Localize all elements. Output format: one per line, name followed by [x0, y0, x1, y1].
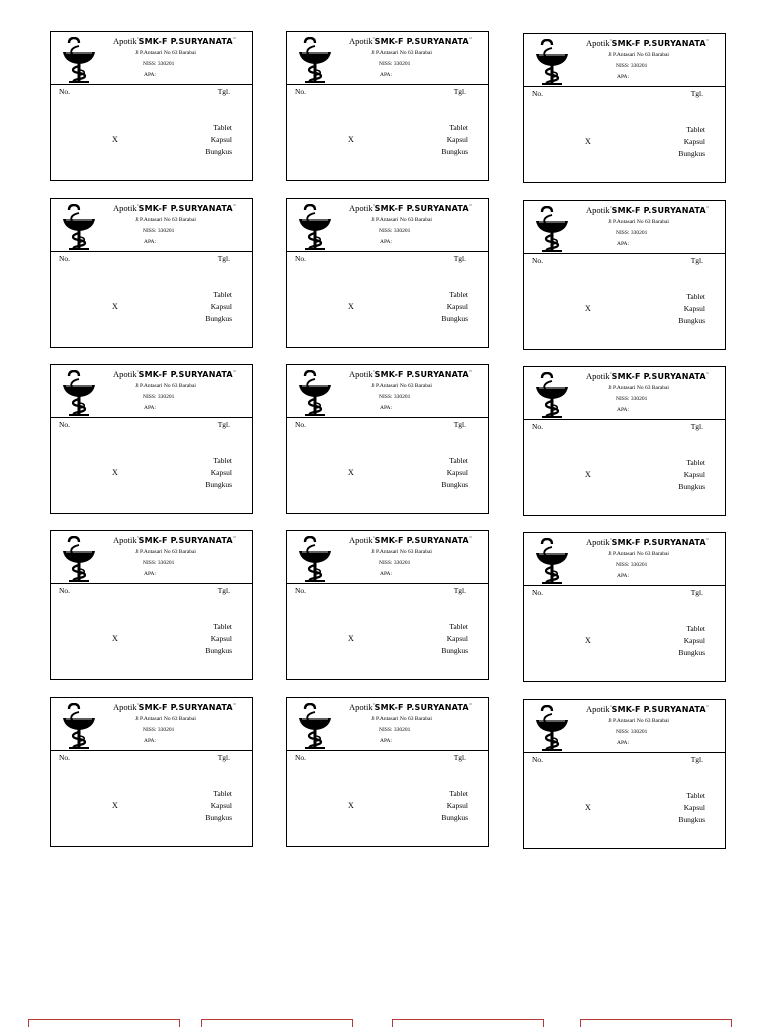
- pharmacy-address: Jl P.Antasari No 63 Barabai: [371, 549, 432, 555]
- quote-mark-left: ": [136, 704, 139, 709]
- quote-mark-left: ": [136, 205, 139, 210]
- quote-mark-left: ": [609, 207, 612, 212]
- pharmacy-niss: NISS: 330201: [143, 394, 175, 400]
- quote-mark-left: ": [609, 40, 612, 45]
- header-divider: [51, 583, 252, 584]
- date-field-label: Tgl.: [690, 755, 703, 764]
- header-divider: [51, 417, 252, 418]
- quote-mark-right: '": [232, 38, 236, 43]
- bowl-of-hygieia-icon: [534, 538, 570, 584]
- form-option-tablet: Tablet: [449, 622, 468, 631]
- prescription-label: [50, 31, 253, 181]
- quote-mark-right: '": [705, 373, 709, 378]
- pharmacy-niss: NISS: 330201: [143, 61, 175, 67]
- header-divider: [287, 750, 488, 751]
- bowl-of-hygieia-icon: [297, 703, 333, 749]
- pharmacy-address: Jl P.Antasari No 63 Barabai: [371, 383, 432, 389]
- no-field-label: No.: [295, 586, 307, 595]
- form-option-kapsul: Kapsul: [683, 137, 705, 146]
- form-option-tablet: Tablet: [213, 456, 232, 465]
- pharmacy-niss: NISS: 330201: [616, 729, 648, 735]
- pharmacy-brand: SMK-F P.SURYANATA: [374, 204, 469, 213]
- form-option-bungkus: Bungkus: [678, 316, 705, 325]
- header-divider: [524, 86, 725, 87]
- pharmacy-address: Jl P.Antasari No 63 Barabai: [608, 718, 669, 724]
- pharmacy-apa: APA:: [617, 573, 630, 579]
- pharmacy-prefix: Apotik: [349, 36, 373, 46]
- form-option-bungkus: Bungkus: [205, 314, 232, 323]
- form-option-tablet: Tablet: [686, 458, 705, 467]
- form-option-tablet: Tablet: [449, 290, 468, 299]
- date-field-label: Tgl.: [217, 753, 230, 762]
- date-field-label: Tgl.: [217, 87, 230, 96]
- form-option-bungkus: Bungkus: [678, 815, 705, 824]
- no-field-label: No.: [532, 588, 544, 597]
- quote-mark-left: ": [136, 371, 139, 376]
- form-option-bungkus: Bungkus: [441, 480, 468, 489]
- quote-mark-right: '": [232, 537, 236, 542]
- pharmacy-niss: NISS: 330201: [143, 228, 175, 234]
- form-option-kapsul: Kapsul: [446, 302, 468, 311]
- no-field-label: No.: [59, 586, 71, 595]
- quote-mark-left: ": [136, 38, 139, 43]
- pharmacy-address: Jl P.Antasari No 63 Barabai: [135, 217, 196, 223]
- pharmacy-address: Jl P.Antasari No 63 Barabai: [608, 385, 669, 391]
- quote-mark-left: ": [372, 205, 375, 210]
- prescription-label: [523, 699, 726, 849]
- bowl-of-hygieia-icon: [534, 39, 570, 85]
- quote-mark-right: '": [232, 205, 236, 210]
- no-field-label: No.: [532, 422, 544, 431]
- form-option-tablet: Tablet: [213, 290, 232, 299]
- form-option-kapsul: Kapsul: [683, 470, 705, 479]
- pharmacy-niss: NISS: 330201: [143, 560, 175, 566]
- pharmacy-prefix: Apotik: [349, 535, 373, 545]
- quantity-x-label: X: [112, 135, 118, 144]
- bottom-box: [580, 1019, 732, 1027]
- pharmacy-brand: SMK-F P.SURYANATA: [138, 703, 233, 712]
- no-field-label: No.: [59, 254, 71, 263]
- bowl-of-hygieia-icon: [61, 703, 97, 749]
- header-divider: [287, 251, 488, 252]
- no-field-label: No.: [59, 87, 71, 96]
- pharmacy-address: Jl P.Antasari No 63 Barabai: [371, 217, 432, 223]
- pharmacy-prefix: Apotik: [586, 371, 610, 381]
- prescription-label: [50, 364, 253, 514]
- prescription-label: [50, 198, 253, 348]
- pharmacy-prefix: Apotik: [113, 702, 137, 712]
- header-divider: [287, 417, 488, 418]
- pharmacy-prefix: Apotik: [586, 537, 610, 547]
- quote-mark-right: '": [705, 207, 709, 212]
- pharmacy-address: Jl P.Antasari No 63 Barabai: [608, 219, 669, 225]
- form-option-bungkus: Bungkus: [678, 648, 705, 657]
- pharmacy-brand: SMK-F P.SURYANATA: [611, 705, 706, 714]
- bowl-of-hygieia-icon: [297, 370, 333, 416]
- pharmacy-brand: SMK-F P.SURYANATA: [611, 206, 706, 215]
- pharmacy-apa: APA:: [380, 571, 393, 577]
- quote-mark-right: '": [468, 38, 472, 43]
- quote-mark-right: '": [705, 40, 709, 45]
- form-option-kapsul: Kapsul: [210, 468, 232, 477]
- pharmacy-address: Jl P.Antasari No 63 Barabai: [135, 383, 196, 389]
- bowl-of-hygieia-icon: [61, 37, 97, 83]
- pharmacy-title: [113, 36, 236, 47]
- pharmacy-brand: SMK-F P.SURYANATA: [374, 37, 469, 46]
- pharmacy-address: Jl P.Antasari No 63 Barabai: [608, 52, 669, 58]
- pharmacy-address: Jl P.Antasari No 63 Barabai: [608, 551, 669, 557]
- form-option-bungkus: Bungkus: [441, 646, 468, 655]
- pharmacy-prefix: Apotik: [586, 205, 610, 215]
- date-field-label: Tgl.: [690, 89, 703, 98]
- form-option-kapsul: Kapsul: [683, 304, 705, 313]
- prescription-label: [523, 200, 726, 350]
- bowl-of-hygieia-icon: [61, 204, 97, 250]
- pharmacy-address: Jl P.Antasari No 63 Barabai: [135, 549, 196, 555]
- form-option-tablet: Tablet: [213, 622, 232, 631]
- quantity-x-label: X: [585, 470, 591, 479]
- pharmacy-apa: APA:: [144, 72, 157, 78]
- quantity-x-label: X: [348, 468, 354, 477]
- pharmacy-prefix: Apotik: [349, 203, 373, 213]
- pharmacy-prefix: Apotik: [113, 203, 137, 213]
- pharmacy-brand: SMK-F P.SURYANATA: [374, 370, 469, 379]
- quote-mark-left: ": [609, 373, 612, 378]
- quote-mark-right: '": [468, 205, 472, 210]
- pharmacy-apa: APA:: [617, 740, 630, 746]
- quote-mark-right: '": [468, 537, 472, 542]
- form-option-bungkus: Bungkus: [205, 646, 232, 655]
- form-option-tablet: Tablet: [686, 791, 705, 800]
- form-option-tablet: Tablet: [213, 123, 232, 132]
- date-field-label: Tgl.: [453, 586, 466, 595]
- pharmacy-brand: SMK-F P.SURYANATA: [374, 703, 469, 712]
- quote-mark-right: '": [468, 371, 472, 376]
- pharmacy-apa: APA:: [144, 571, 157, 577]
- header-divider: [287, 84, 488, 85]
- date-field-label: Tgl.: [217, 254, 230, 263]
- pharmacy-niss: NISS: 330201: [379, 228, 411, 234]
- pharmacy-title: [113, 702, 236, 713]
- date-field-label: Tgl.: [453, 753, 466, 762]
- quote-mark-left: ": [609, 706, 612, 711]
- date-field-label: Tgl.: [453, 420, 466, 429]
- header-divider: [524, 419, 725, 420]
- pharmacy-apa: APA:: [617, 407, 630, 413]
- form-option-bungkus: Bungkus: [441, 314, 468, 323]
- pharmacy-address: Jl P.Antasari No 63 Barabai: [135, 716, 196, 722]
- pharmacy-niss: NISS: 330201: [616, 396, 648, 402]
- date-field-label: Tgl.: [690, 256, 703, 265]
- quantity-x-label: X: [112, 468, 118, 477]
- header-divider: [524, 585, 725, 586]
- bottom-box: [392, 1019, 544, 1027]
- no-field-label: No.: [59, 753, 71, 762]
- quantity-x-label: X: [585, 803, 591, 812]
- pharmacy-apa: APA:: [144, 738, 157, 744]
- pharmacy-brand: SMK-F P.SURYANATA: [374, 536, 469, 545]
- form-option-bungkus: Bungkus: [441, 147, 468, 156]
- pharmacy-niss: NISS: 330201: [616, 230, 648, 236]
- quantity-x-label: X: [348, 634, 354, 643]
- pharmacy-title: [349, 203, 472, 214]
- no-field-label: No.: [59, 420, 71, 429]
- quote-mark-right: '": [705, 539, 709, 544]
- pharmacy-apa: APA:: [380, 239, 393, 245]
- pharmacy-niss: NISS: 330201: [143, 727, 175, 733]
- pharmacy-apa: APA:: [380, 405, 393, 411]
- pharmacy-prefix: Apotik: [113, 36, 137, 46]
- prescription-label: [523, 532, 726, 682]
- pharmacy-title: [113, 535, 236, 546]
- form-option-kapsul: Kapsul: [683, 636, 705, 645]
- no-field-label: No.: [295, 753, 307, 762]
- header-divider: [524, 752, 725, 753]
- form-option-tablet: Tablet: [449, 789, 468, 798]
- prescription-label: [286, 364, 489, 514]
- header-divider: [287, 583, 488, 584]
- pharmacy-prefix: Apotik: [349, 369, 373, 379]
- quote-mark-right: '": [705, 706, 709, 711]
- pharmacy-title: [586, 38, 709, 49]
- form-option-bungkus: Bungkus: [678, 149, 705, 158]
- pharmacy-title: [586, 205, 709, 216]
- quantity-x-label: X: [585, 304, 591, 313]
- bowl-of-hygieia-icon: [534, 206, 570, 252]
- pharmacy-title: [586, 704, 709, 715]
- pharmacy-brand: SMK-F P.SURYANATA: [611, 372, 706, 381]
- pharmacy-title: [349, 535, 472, 546]
- pharmacy-brand: SMK-F P.SURYANATA: [138, 370, 233, 379]
- pharmacy-title: [349, 36, 472, 47]
- quantity-x-label: X: [348, 135, 354, 144]
- form-option-tablet: Tablet: [686, 292, 705, 301]
- bottom-box: [28, 1019, 180, 1027]
- quote-mark-left: ": [372, 371, 375, 376]
- quote-mark-left: ": [372, 38, 375, 43]
- header-divider: [51, 750, 252, 751]
- pharmacy-apa: APA:: [617, 241, 630, 247]
- pharmacy-niss: NISS: 330201: [379, 394, 411, 400]
- pharmacy-address: Jl P.Antasari No 63 Barabai: [371, 50, 432, 56]
- pharmacy-address: Jl P.Antasari No 63 Barabai: [135, 50, 196, 56]
- pharmacy-title: [113, 203, 236, 214]
- no-field-label: No.: [295, 420, 307, 429]
- pharmacy-apa: APA:: [380, 72, 393, 78]
- prescription-label: [523, 366, 726, 516]
- pharmacy-apa: APA:: [380, 738, 393, 744]
- quantity-x-label: X: [112, 302, 118, 311]
- date-field-label: Tgl.: [453, 87, 466, 96]
- form-option-tablet: Tablet: [686, 125, 705, 134]
- header-divider: [524, 253, 725, 254]
- bowl-of-hygieia-icon: [534, 705, 570, 751]
- form-option-bungkus: Bungkus: [205, 813, 232, 822]
- prescription-label: [50, 530, 253, 680]
- pharmacy-apa: APA:: [617, 74, 630, 80]
- pharmacy-brand: SMK-F P.SURYANATA: [138, 536, 233, 545]
- quantity-x-label: X: [348, 801, 354, 810]
- form-option-bungkus: Bungkus: [441, 813, 468, 822]
- prescription-label: [286, 31, 489, 181]
- prescription-label: [523, 33, 726, 183]
- form-option-bungkus: Bungkus: [678, 482, 705, 491]
- form-option-kapsul: Kapsul: [683, 803, 705, 812]
- bottom-box: [201, 1019, 353, 1027]
- bowl-of-hygieia-icon: [534, 372, 570, 418]
- quote-mark-right: '": [232, 704, 236, 709]
- quantity-x-label: X: [348, 302, 354, 311]
- bowl-of-hygieia-icon: [61, 370, 97, 416]
- pharmacy-niss: NISS: 330201: [379, 560, 411, 566]
- pharmacy-title: [113, 369, 236, 380]
- pharmacy-prefix: Apotik: [586, 704, 610, 714]
- prescription-label: [286, 530, 489, 680]
- form-option-tablet: Tablet: [213, 789, 232, 798]
- pharmacy-niss: NISS: 330201: [379, 61, 411, 67]
- bowl-of-hygieia-icon: [61, 536, 97, 582]
- form-option-kapsul: Kapsul: [446, 468, 468, 477]
- form-option-tablet: Tablet: [449, 123, 468, 132]
- bowl-of-hygieia-icon: [297, 204, 333, 250]
- pharmacy-title: [586, 371, 709, 382]
- form-option-tablet: Tablet: [686, 624, 705, 633]
- form-option-bungkus: Bungkus: [205, 480, 232, 489]
- pharmacy-niss: NISS: 330201: [616, 562, 648, 568]
- pharmacy-prefix: Apotik: [586, 38, 610, 48]
- quantity-x-label: X: [585, 636, 591, 645]
- date-field-label: Tgl.: [453, 254, 466, 263]
- pharmacy-brand: SMK-F P.SURYANATA: [611, 538, 706, 547]
- quote-mark-right: '": [468, 704, 472, 709]
- pharmacy-brand: SMK-F P.SURYANATA: [611, 39, 706, 48]
- date-field-label: Tgl.: [217, 586, 230, 595]
- no-field-label: No.: [532, 755, 544, 764]
- quantity-x-label: X: [112, 801, 118, 810]
- bowl-of-hygieia-icon: [297, 536, 333, 582]
- quantity-x-label: X: [585, 137, 591, 146]
- form-option-tablet: Tablet: [449, 456, 468, 465]
- no-field-label: No.: [532, 89, 544, 98]
- no-field-label: No.: [295, 87, 307, 96]
- quantity-x-label: X: [112, 634, 118, 643]
- pharmacy-prefix: Apotik: [113, 535, 137, 545]
- bowl-of-hygieia-icon: [297, 37, 333, 83]
- no-field-label: No.: [295, 254, 307, 263]
- pharmacy-brand: SMK-F P.SURYANATA: [138, 37, 233, 46]
- header-divider: [51, 84, 252, 85]
- form-option-kapsul: Kapsul: [446, 634, 468, 643]
- pharmacy-title: [349, 702, 472, 713]
- form-option-kapsul: Kapsul: [446, 801, 468, 810]
- quote-mark-left: ": [609, 539, 612, 544]
- pharmacy-brand: SMK-F P.SURYANATA: [138, 204, 233, 213]
- pharmacy-title: [586, 537, 709, 548]
- quote-mark-right: '": [232, 371, 236, 376]
- date-field-label: Tgl.: [690, 588, 703, 597]
- pharmacy-niss: NISS: 330201: [616, 63, 648, 69]
- prescription-label: [50, 697, 253, 847]
- pharmacy-apa: APA:: [144, 239, 157, 245]
- date-field-label: Tgl.: [217, 420, 230, 429]
- quote-mark-left: ": [136, 537, 139, 542]
- prescription-label: [286, 198, 489, 348]
- pharmacy-address: Jl P.Antasari No 63 Barabai: [371, 716, 432, 722]
- form-option-kapsul: Kapsul: [210, 634, 232, 643]
- quote-mark-left: ": [372, 704, 375, 709]
- form-option-kapsul: Kapsul: [210, 302, 232, 311]
- pharmacy-niss: NISS: 330201: [379, 727, 411, 733]
- prescription-label: [286, 697, 489, 847]
- form-option-kapsul: Kapsul: [446, 135, 468, 144]
- header-divider: [51, 251, 252, 252]
- quote-mark-left: ": [372, 537, 375, 542]
- form-option-kapsul: Kapsul: [210, 801, 232, 810]
- form-option-kapsul: Kapsul: [210, 135, 232, 144]
- no-field-label: No.: [532, 256, 544, 265]
- pharmacy-prefix: Apotik: [113, 369, 137, 379]
- pharmacy-title: [349, 369, 472, 380]
- date-field-label: Tgl.: [690, 422, 703, 431]
- pharmacy-prefix: Apotik: [349, 702, 373, 712]
- form-option-bungkus: Bungkus: [205, 147, 232, 156]
- pharmacy-apa: APA:: [144, 405, 157, 411]
